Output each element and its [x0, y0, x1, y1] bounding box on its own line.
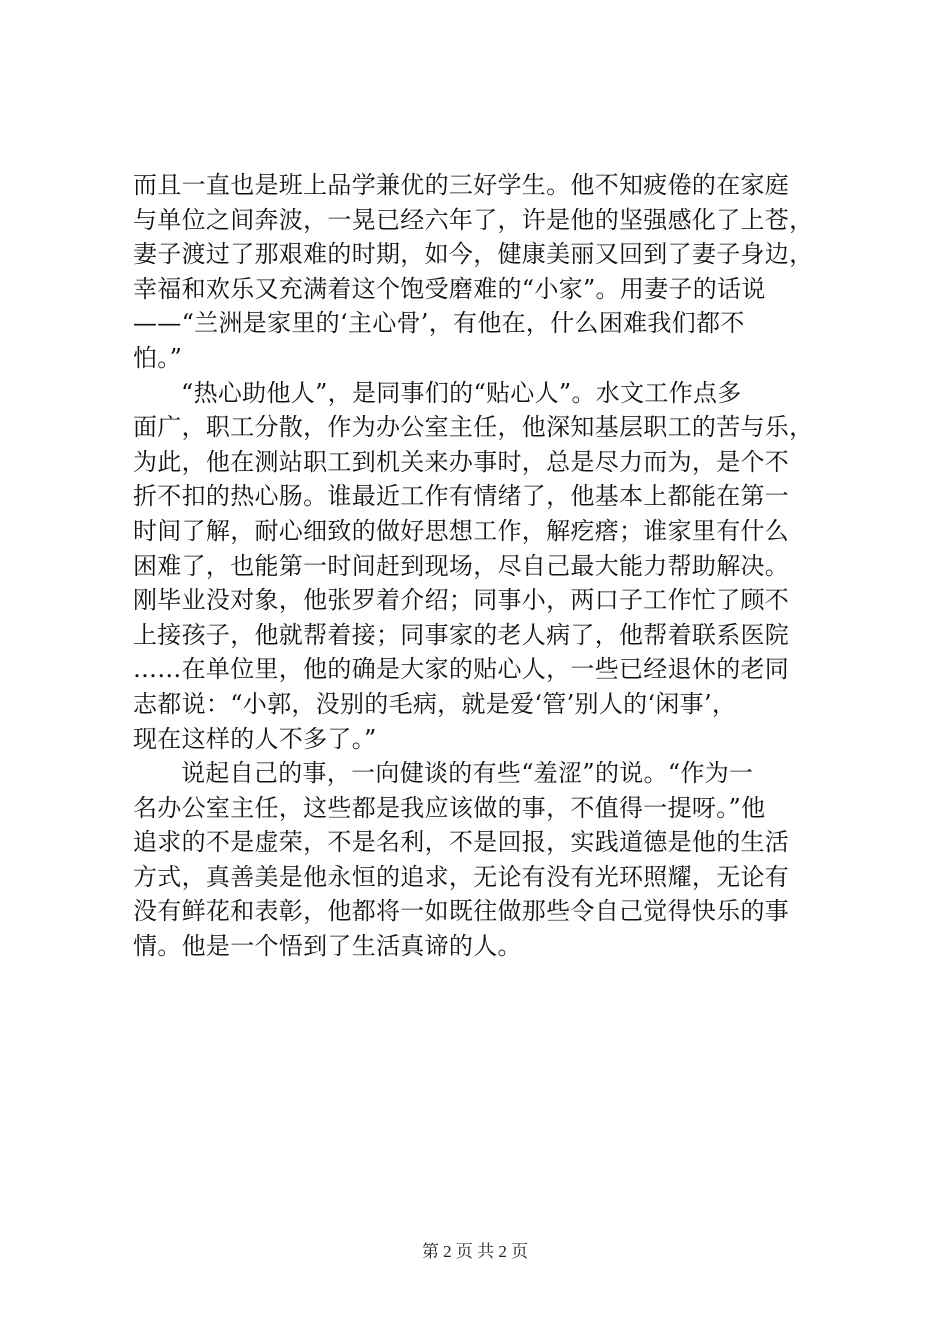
text-line: 时间了解，耐心细致的做好思想工作，解疙瘩；谁家里有什么: [133, 516, 790, 545]
text-line: 而且一直也是班上品学兼优的三好学生。他不知疲倦的在家庭: [133, 171, 790, 199]
text-line: 没有鲜花和表彰，他都将一如既往做那些令自己觉得快乐的事: [133, 897, 790, 926]
body-text: [133, 168, 833, 964]
text-line: 折不扣的热心肠。谁最近工作有情绪了，他基本上都能在第一: [133, 482, 790, 511]
page-footer: 第 2 页 共 2 页: [421, 1242, 529, 1261]
text-line: ——“兰洲是家里的‘主心骨’，有他在，什么困难我们都不: [133, 309, 745, 338]
text-line: 情。他是一个悟到了生活真谛的人。: [133, 932, 522, 961]
text-line: “热心助他人”，是同事们的“贴心人”。水文工作点多: [181, 378, 742, 407]
text-line: 为此，他在测站职工到机关来办事时，总是尽力而为，是个不: [133, 447, 790, 476]
text-line: 方式，真善美是他永恒的追求，无论有没有光环照耀，无论有: [133, 862, 790, 891]
text-line: 现在这样的人不多了。”: [133, 724, 377, 753]
text-line: 追求的不是虚荣，不是名利，不是回报，实践道德是他的生活: [133, 828, 790, 857]
text-line: 困难了，也能第一时间赶到现场，尽自己最大能力帮助解决。: [133, 551, 790, 580]
text-line: 志都说：“小郭，没别的毛病，就是爱‘管’别人的‘闲事’，: [133, 689, 737, 718]
text-line: 说起自己的事，一向健谈的有些“羞涩”的说。“作为一: [181, 759, 754, 788]
text-line: 妻子渡过了那艰难的时期，如今，健康美丽又回到了妻子身边，: [133, 240, 814, 269]
text-line: 怕。”: [133, 343, 183, 372]
text-line: 刚毕业没对象，他张罗着介绍；同事小，两口子工作忙了顾不: [133, 586, 790, 615]
text-line: 面广，职工分散，作为办公室主任，他深知基层职工的苦与乐，: [133, 413, 814, 442]
text-line: 名办公室主任，这些都是我应该做的事，不值得一提呀。”他: [133, 793, 766, 822]
text-line: 幸福和欢乐又充满着这个饱受磨难的“小家”。用妻子的话说: [133, 274, 766, 303]
text-line: 上接孩子，他就帮着接；同事家的老人病了，他帮着联系医院: [133, 620, 790, 649]
text-line: 与单位之间奔波，一晃已经六年了，许是他的坚强感化了上苍，: [133, 205, 814, 234]
text-line: ……在单位里，他的确是大家的贴心人，一些已经退休的老同: [133, 655, 790, 684]
